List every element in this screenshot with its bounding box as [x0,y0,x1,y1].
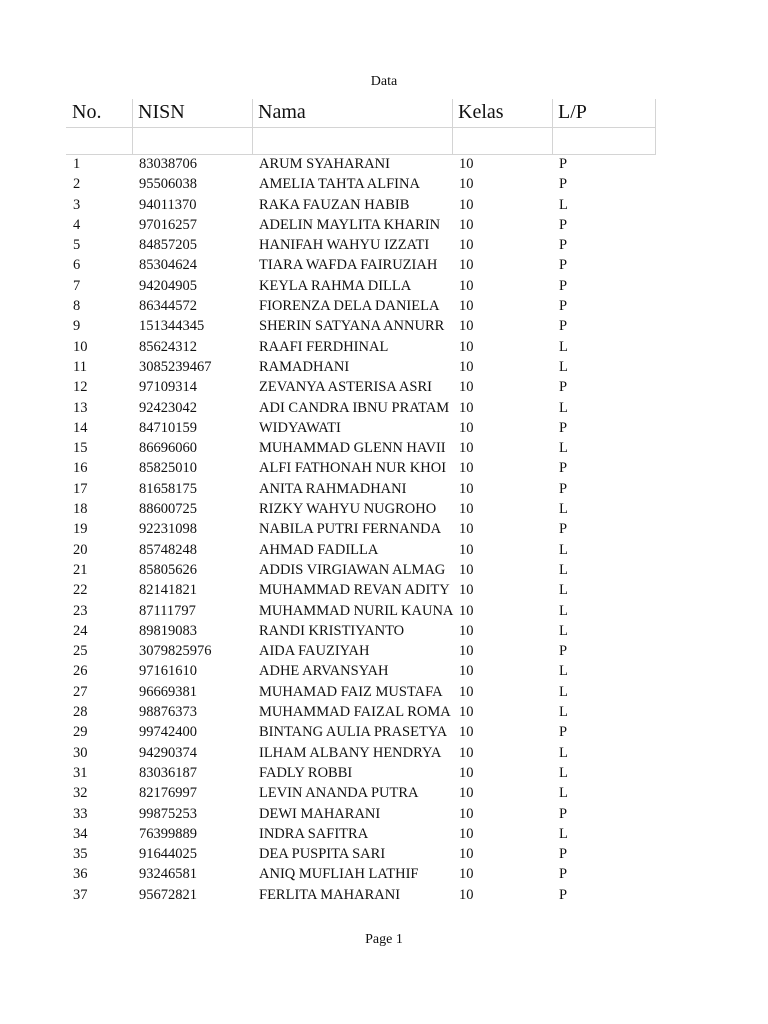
cell-nama: HANIFAH WAHYU IZZATI [259,237,430,254]
cell-nama: MUHAMMAD FAIZAL ROMA [259,704,451,721]
cell-nisn: 85304624 [139,257,197,274]
cell-nisn: 84857205 [139,237,197,254]
table-row [66,641,656,661]
table-row [66,885,656,905]
cell-nisn: 86344572 [139,298,197,315]
table-row [66,601,656,621]
table-row [66,540,656,560]
table-row [66,255,656,275]
cell-kelas: 10 [459,440,474,457]
cell-lp: P [559,318,568,335]
cell-nama: TIARA WAFDA FAIRUZIAH [259,257,438,274]
cell-lp: P [559,886,568,903]
header-lp: L/P [558,101,587,123]
cell-kelas: 10 [459,704,474,721]
cell-kelas: 10 [459,176,474,193]
cell-no: 6 [73,257,81,274]
cell-nisn: 82176997 [139,785,197,802]
cell-lp: P [559,460,568,477]
cell-lp: L [559,622,568,639]
cell-nisn: 95506038 [139,176,197,193]
table-row [66,276,656,296]
cell-lp: L [559,196,568,213]
cell-lp: P [559,419,568,436]
cell-nama: ADELIN MAYLITA KHARIN [259,216,441,233]
table-row [66,682,656,702]
header-nama: Nama [258,101,306,123]
cell-no: 3 [73,196,81,213]
cell-kelas: 10 [459,501,474,518]
cell-kelas: 10 [459,866,474,883]
cell-nama: MUHAMMAD REVAN ADITY [259,582,450,599]
cell-kelas: 10 [459,724,474,741]
table-row [66,316,656,336]
cell-kelas: 10 [459,399,474,416]
cell-lp: P [559,724,568,741]
cell-no: 37 [73,886,88,903]
cell-no: 17 [73,480,88,497]
cell-no: 28 [73,704,88,721]
cell-lp: P [559,237,568,254]
cell-kelas: 10 [459,521,474,538]
cell-nama: RANDI KRISTIYANTO [259,622,405,639]
cell-nama: RAAFI FERDHINAL [259,338,389,355]
cell-nisn: 97109314 [139,379,197,396]
table-row [66,357,656,377]
cell-nama: ADI CANDRA IBNU PRATAM [259,399,450,416]
cell-nama: ILHAM ALBANY HENDRYA [259,744,442,761]
cell-nisn: 85748248 [139,541,197,558]
cell-nama: ARUM SYAHARANI [259,156,390,172]
cell-lp: L [559,541,568,558]
cell-no: 24 [73,622,88,639]
cell-lp: L [559,764,568,781]
cell-nisn: 98876373 [139,704,197,721]
cell-kelas: 10 [459,460,474,477]
cell-nama: MUHAMMAD NURIL KAUNA [259,602,454,619]
table-row [66,844,656,864]
cell-nama: KEYLA RAHMA DILLA [259,277,412,294]
table-row [66,499,656,519]
header-no-cell [66,99,133,154]
cell-nama: ADDIS VIRGIAWAN ALMAG [259,561,446,578]
cell-nisn: 151344345 [139,318,205,335]
cell-no: 15 [73,440,88,457]
cell-nisn: 84710159 [139,419,197,436]
cell-lp: P [559,257,568,274]
cell-kelas: 10 [459,338,474,355]
cell-no: 31 [73,764,88,781]
table-row [66,235,656,255]
cell-lp: P [559,298,568,315]
cell-kelas: 10 [459,196,474,213]
cell-nisn: 93246581 [139,866,197,883]
cell-nisn: 92231098 [139,521,197,538]
cell-lp: L [559,399,568,416]
header-kelas: Kelas [458,101,504,123]
table-row [66,438,656,458]
cell-lp: L [559,704,568,721]
cell-nisn: 85825010 [139,460,197,477]
cell-nisn: 83036187 [139,764,197,781]
cell-no: 18 [73,501,88,518]
table-header [66,99,656,154]
cell-no: 2 [73,176,81,193]
cell-no: 21 [73,561,88,578]
cell-kelas: 10 [459,602,474,619]
table-row [66,377,656,397]
cell-nisn: 96669381 [139,683,197,700]
cell-no: 23 [73,602,88,619]
cell-lp: P [559,216,568,233]
cell-nisn: 87111797 [139,602,196,619]
cell-no: 35 [73,846,88,863]
cell-kelas: 10 [459,480,474,497]
table-row [66,398,656,418]
cell-kelas: 10 [459,785,474,802]
cell-no: 33 [73,805,88,822]
cell-no: 19 [73,521,88,538]
cell-kelas: 10 [459,744,474,761]
cell-kelas: 10 [459,237,474,254]
cell-kelas: 10 [459,379,474,396]
cell-nisn: 97161610 [139,663,197,680]
cell-lp: P [559,805,568,822]
cell-nisn: 94290374 [139,744,197,761]
cell-nama: RAKA FAUZAN HABIB [259,196,410,213]
cell-lp: P [559,379,568,396]
header-lp-cell [552,99,656,154]
cell-nama: MUHAMMAD GLENN HAVII [259,440,446,457]
cell-nisn: 95672821 [139,886,197,903]
cell-nama: FADLY ROBBI [259,764,353,781]
table-row [66,783,656,803]
cell-lp: P [559,480,568,497]
cell-nama: RAMADHANI [259,358,350,375]
cell-lp: L [559,602,568,619]
header-nisn: NISN [138,101,185,123]
cell-no: 14 [73,419,88,436]
cell-nama: MUHAMAD FAIZ MUSTAFA [259,683,443,700]
cell-kelas: 10 [459,277,474,294]
table-row [66,743,656,763]
cell-nisn: 86696060 [139,440,197,457]
cell-no: 11 [73,358,87,375]
cell-nisn: 94011370 [139,196,197,213]
cell-nisn: 83038706 [139,156,197,172]
cell-kelas: 10 [459,257,474,274]
table-row [66,458,656,478]
cell-kelas: 10 [459,156,474,172]
page-title: Data [370,74,398,89]
cell-no: 9 [73,318,81,335]
cell-nisn: 94204905 [139,277,197,294]
cell-kelas: 10 [459,846,474,863]
cell-nama: SHERIN SATYANA ANNURR [259,318,445,335]
cell-kelas: 10 [459,318,474,335]
cell-nama: AMELIA TAHTA ALFINA [259,176,420,193]
table-row [66,337,656,357]
table-row [66,296,656,316]
cell-no: 27 [73,683,88,700]
cell-kelas: 10 [459,561,474,578]
cell-nisn: 99875253 [139,805,197,822]
cell-kelas: 10 [459,643,474,660]
cell-nama: NABILA PUTRI FERNANDA [259,521,442,538]
cell-no: 30 [73,744,88,761]
header-no: No. [72,101,102,123]
cell-no: 32 [73,785,88,802]
cell-nama: AIDA FAUZIYAH [259,643,370,660]
header-nama-cell [252,99,453,154]
cell-nama: AHMAD FADILLA [259,541,379,558]
table-row [66,702,656,722]
table-row [66,215,656,235]
cell-nisn: 76399889 [139,825,197,842]
cell-lp: L [559,825,568,842]
cell-nisn: 85805626 [139,561,197,578]
cell-lp: L [559,744,568,761]
cell-nisn: 97016257 [139,216,197,233]
cell-lp: L [559,683,568,700]
cell-nisn: 3085239467 [139,358,212,375]
cell-lp: L [559,561,568,578]
cell-lp: L [559,785,568,802]
table-body [66,154,656,905]
cell-lp: P [559,866,568,883]
cell-lp: L [559,338,568,355]
cell-no: 34 [73,825,88,842]
cell-nama: DEWI MAHARANI [259,805,381,822]
cell-no: 8 [73,298,81,315]
cell-nama: INDRA SAFITRA [259,825,369,842]
table-row [66,661,656,681]
cell-nama: ADHE ARVANSYAH [259,663,389,680]
cell-lp: L [559,582,568,599]
cell-nama: ANITA RAHMADHANI [259,480,407,497]
cell-lp: P [559,846,568,863]
table-row [66,154,656,174]
cell-nama: RIZKY WAHYU NUGROHO [259,501,437,518]
cell-nisn: 92423042 [139,399,197,416]
cell-kelas: 10 [459,358,474,375]
cell-lp: P [559,521,568,538]
cell-kelas: 10 [459,298,474,315]
cell-kelas: 10 [459,663,474,680]
cell-lp: P [559,277,568,294]
cell-no: 16 [73,460,88,477]
cell-nama: FIORENZA DELA DANIELA [259,298,440,315]
cell-kelas: 10 [459,419,474,436]
cell-nisn: 85624312 [139,338,197,355]
cell-nisn: 89819083 [139,622,197,639]
cell-lp: L [559,358,568,375]
cell-lp: P [559,156,568,172]
cell-lp: L [559,501,568,518]
cell-kelas: 10 [459,541,474,558]
cell-kelas: 10 [459,216,474,233]
table-row [66,864,656,884]
cell-kelas: 10 [459,622,474,639]
cell-lp: L [559,663,568,680]
table-row [66,174,656,194]
cell-no: 12 [73,379,88,396]
cell-nama: BINTANG AULIA PRASETYA [259,724,448,741]
cell-nisn: 99742400 [139,724,197,741]
cell-no: 20 [73,541,88,558]
header-nisn-cell [132,99,253,154]
table-row [66,519,656,539]
cell-kelas: 10 [459,805,474,822]
table-row [66,722,656,742]
table-row [66,560,656,580]
table-row [66,195,656,215]
cell-nisn: 3079825976 [139,643,212,660]
cell-no: 26 [73,663,88,680]
cell-no: 5 [73,237,81,254]
cell-kelas: 10 [459,582,474,599]
table-row [66,580,656,600]
table-row [66,824,656,844]
cell-no: 22 [73,582,88,599]
table-row [66,418,656,438]
cell-nama: ANIQ MUFLIAH LATHIF [259,866,419,883]
cell-no: 1 [73,156,81,172]
cell-lp: P [559,176,568,193]
cell-nisn: 82141821 [139,582,197,599]
cell-kelas: 10 [459,825,474,842]
cell-nama: ALFI FATHONAH NUR KHOI [259,460,447,477]
cell-nisn: 91644025 [139,846,197,863]
cell-no: 36 [73,866,88,883]
cell-kelas: 10 [459,886,474,903]
cell-nisn: 81658175 [139,480,197,497]
table-row [66,479,656,499]
cell-nama: ZEVANYA ASTERISA ASRI [259,379,432,396]
page-footer: Page 1 [365,932,403,947]
cell-nama: DEA PUSPITA SARI [259,846,386,863]
table-row [66,763,656,783]
cell-nama: LEVIN ANANDA PUTRA [259,785,419,802]
table-row [66,804,656,824]
cell-no: 29 [73,724,88,741]
cell-no: 13 [73,399,88,416]
cell-nama: WIDYAWATI [259,419,341,436]
header-kelas-cell [452,99,553,154]
cell-kelas: 10 [459,764,474,781]
cell-nisn: 88600725 [139,501,197,518]
cell-lp: L [559,440,568,457]
cell-no: 25 [73,643,88,660]
cell-nama: FERLITA MAHARANI [259,886,401,903]
cell-kelas: 10 [459,683,474,700]
cell-no: 10 [73,338,88,355]
cell-no: 7 [73,277,81,294]
cell-lp: P [559,643,568,660]
table-row [66,621,656,641]
cell-no: 4 [73,216,81,233]
